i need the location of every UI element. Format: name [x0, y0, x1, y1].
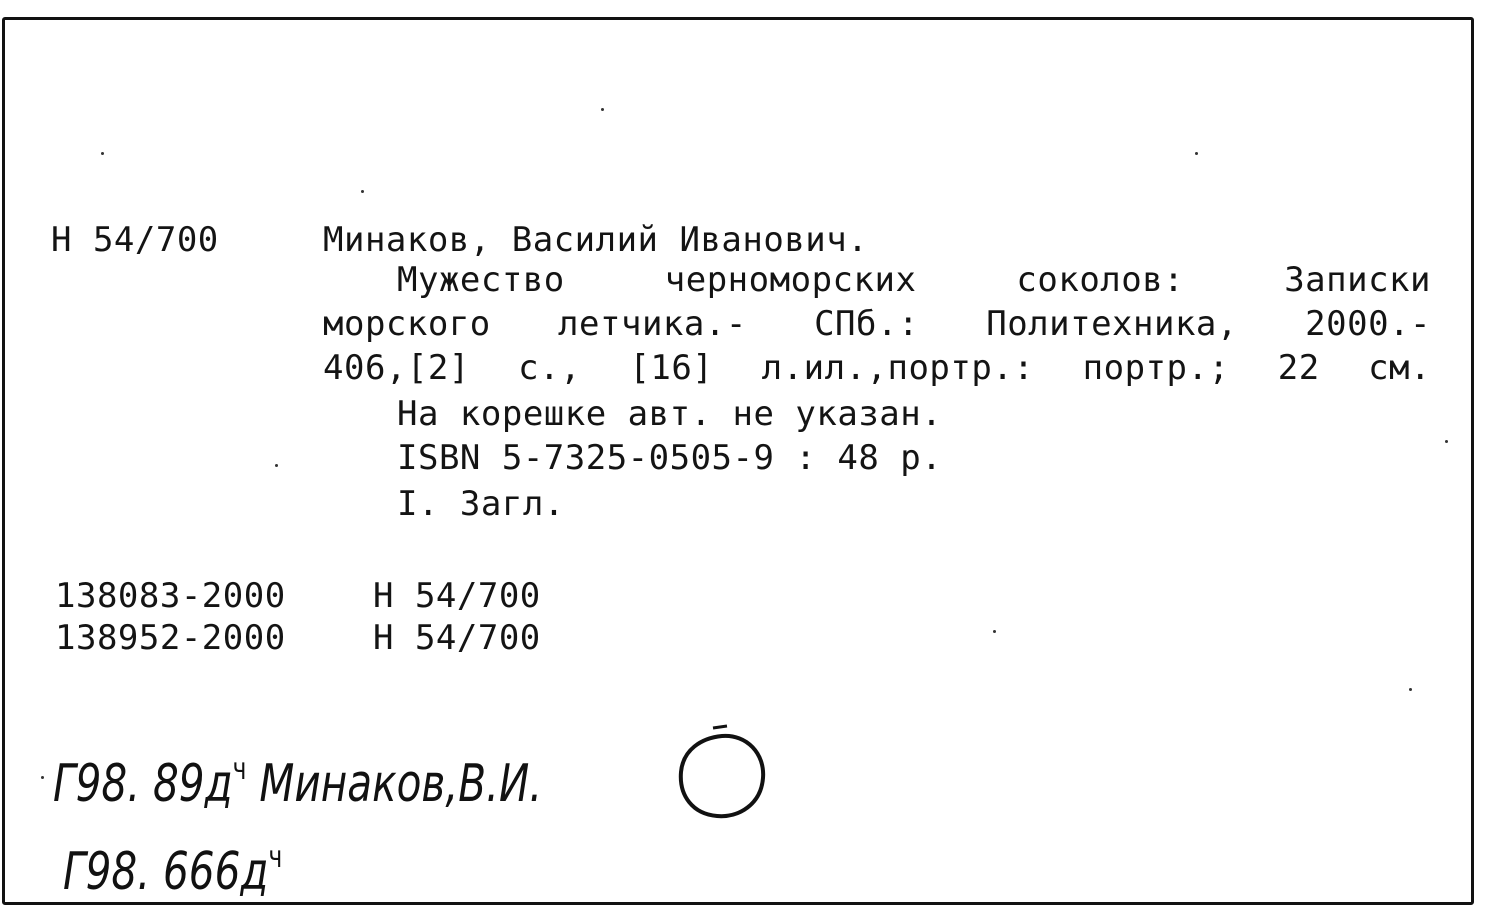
- hand-drawn-circle-icon: [667, 720, 777, 830]
- scan-speck: [1409, 688, 1412, 691]
- scan-speck: [275, 464, 278, 467]
- added-entry: I. Загл.: [397, 484, 565, 524]
- scan-speck: [993, 630, 996, 633]
- inventory-call-number: Н 54/700: [373, 576, 541, 616]
- inventory-call-number: Н 54/700: [373, 618, 541, 658]
- author-heading: Минаков, Василий Иванович.: [323, 220, 869, 260]
- scan-speck: [361, 190, 364, 193]
- inventory-number: 138952-2000: [55, 618, 286, 658]
- catalog-card: [2, 17, 1474, 905]
- handwritten-line-2: [63, 828, 282, 902]
- scan-speck: [601, 108, 604, 111]
- handwritten-superscript: ч: [232, 752, 247, 787]
- scan-speck: [1195, 152, 1198, 155]
- scan-speck: [101, 152, 104, 155]
- handwritten-author: Минаков,В.И.: [259, 754, 543, 814]
- title-line-2: морского летчика.- СПб.: Политехника, 2000.-: [323, 304, 1431, 344]
- call-number: Н 54/700: [51, 220, 219, 260]
- title-line-3: 406,[2] с., [16] л.ил.,портр.: портр.; 22 см.: [323, 348, 1431, 388]
- handwritten-code: Г98. 666д: [63, 842, 269, 902]
- title-line-1: Мужество черноморских соколов: Записки: [397, 260, 1431, 300]
- handwritten-line-1: [53, 740, 542, 814]
- handwritten-superscript: ч: [268, 840, 283, 875]
- note-line: На корешке авт. не указан.: [397, 394, 943, 434]
- scan-speck: [41, 776, 44, 779]
- inventory-number: 138083-2000: [55, 576, 286, 616]
- isbn-line: ISBN 5-7325-0505-9 : 48 р.: [397, 438, 943, 478]
- scan-speck: [1445, 440, 1448, 443]
- handwritten-code: Г98. 89д: [53, 754, 233, 814]
